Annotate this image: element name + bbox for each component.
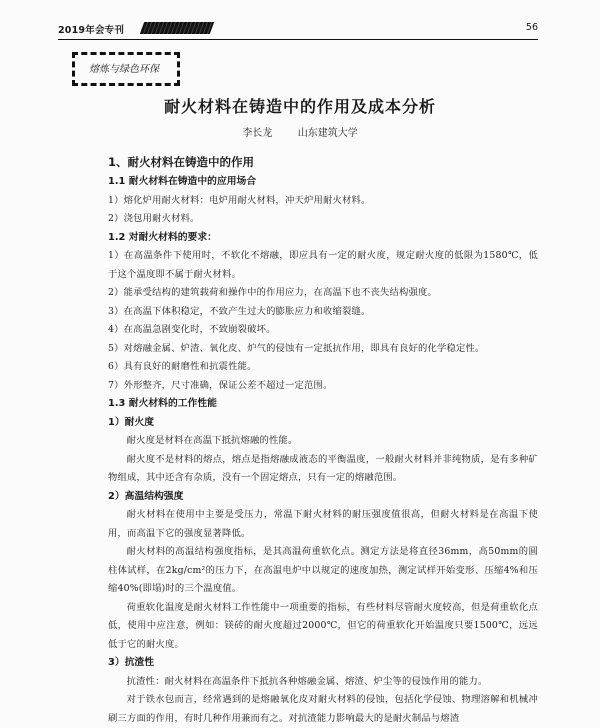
paragraph: 耐火度不是材料的熔点，熔点是指熔融成液态的平衡温度，一般耐火材料并非纯物质，是有多种矿物组成，其中还含有杂质，没有一个固定熔点，只有一定的熔融范围。 [108, 453, 538, 483]
paragraph: 耐火材料的高温结构强度指标，是其高温荷重软化点。测定方法是将直径36mm，高50mm的圆柱体试样，在2kg/cm²的压力下，在高温电炉中以规定的速度加热，测定试样开始变形、压缩4%和压缩40%(即塌)时的三个温度值。 [108, 546, 538, 594]
journal-issue: 2019年会专刊 [58, 25, 125, 36]
heading-h2: 1.2 对耐火材料的要求： [108, 231, 217, 243]
paragraph: 荷重软化温度是耐火材料工作性能中一项重要的指标，有些材料尽管耐火度较高，但是荷重软化点低，使用中应注意，例如：镁砖的耐火度超过2000℃，但它的荷重软化开始温度只要1500℃，远远低于它的耐火度。 [108, 601, 538, 650]
article-title: 耐火材料在铸造中的作用及成本分析 [163, 97, 436, 116]
heading-h3: 3）抗渣性 [108, 657, 155, 668]
page-number: 56 [525, 22, 538, 33]
paragraph: 2）浇包用耐火材料。 [108, 213, 200, 224]
paragraph: 对于铁水包而言，经常遇到的是熔融氧化皮对耐火材料的侵蚀，包括化学侵蚀、物理溶解和机械冲刷三方面的作用，有时几种作用兼而有之。对抗渣能力影响最大的是耐火制品与熔渣 [108, 694, 538, 724]
paragraph: 4）在高温急剧变化时，不致崩裂破坏。 [108, 324, 276, 335]
header-rule [58, 39, 538, 40]
heading-h3: 1）耐火度 [108, 416, 155, 428]
paragraph: 5）对熔融金属、炉渣、氧化皮、炉气的侵蚀有一定抵抗作用，即具有良好的化学稳定性。 [108, 342, 485, 354]
paragraph: 3）在高温下体积稳定，不致产生过大的膨胀应力和收缩裂缝。 [108, 305, 371, 317]
article-byline: 李长龙 山东建筑大学 [242, 128, 358, 139]
heading-h3: 2）高温结构强度 [108, 490, 184, 502]
page-header [58, 20, 538, 38]
paragraph: 1）在高温条件下使用时，不软化不熔融，即应具有一定的耐火度，规定耐火度的低限为1580℃，低于这个温度即不属于耐火材料。 [108, 250, 538, 280]
column-label: 熔炼与绿色环保 [89, 64, 159, 75]
paragraph: 6）具有良好的耐磨性和抗震性能。 [108, 361, 257, 372]
column-label-box [72, 52, 180, 86]
heading-h1: 1、耐火材料在铸造中的作用 [108, 155, 255, 169]
heading-h2: 1.1 耐火材料在铸造中的应用场合 [108, 176, 257, 187]
paragraph: 抗渣性：耐火材料在高温条件下抵抗各种熔融金属、熔渣、炉尘等的侵蚀作用的能力。 [126, 675, 488, 687]
issue-decoration [140, 22, 214, 34]
heading-h2: 1.3 耐火材料的工作性能 [108, 398, 217, 409]
paragraph: 2）能承受结构的建筑载荷和操作中的作用应力，在高温下也不丧失结构强度。 [108, 287, 438, 298]
article-body [108, 152, 538, 728]
paragraph: 耐火度是材料在高温下抵抗熔融的性能。 [126, 435, 298, 446]
paragraph: 耐火材料在使用中主要是受压力，常温下耐火材料的耐压强度值很高，但耐火材料是在高温下使用，而高温下它的强度显著降低。 [108, 509, 538, 539]
paragraph: 7）外形整齐，尺寸准确，保证公差不超过一定范围。 [108, 379, 333, 391]
paragraph: 1）熔化炉用耐火材料：电炉用耐火材料，冲天炉用耐火材料。 [108, 194, 371, 206]
